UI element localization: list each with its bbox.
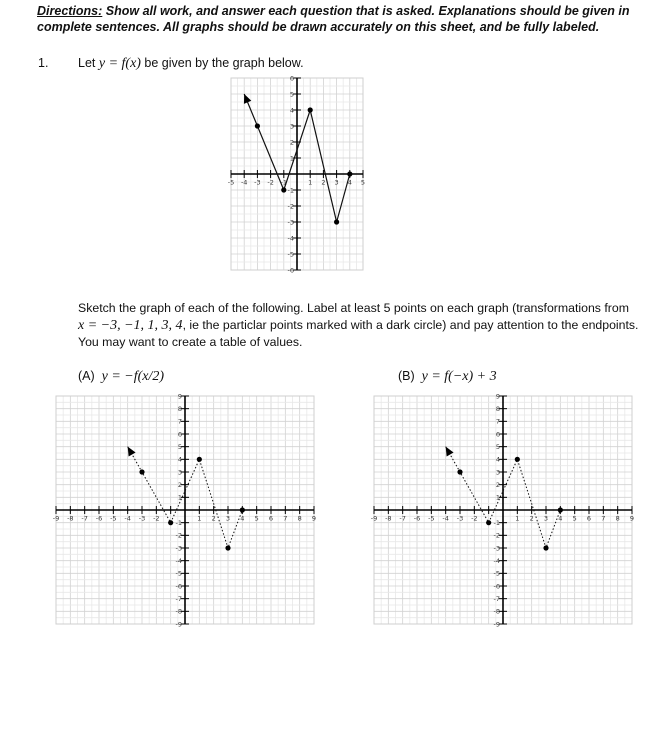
data-point <box>240 507 245 512</box>
instructions-line2: , ie the particlar points marked with a dark circle) and pay attention to the endpoints. <box>182 318 639 332</box>
y-tick-label: 8 <box>177 404 182 413</box>
x-tick-label: 4 <box>347 178 352 187</box>
data-point <box>543 545 548 550</box>
directions-text: Show all work, and answer each question that is asked. Explanations should be given in complete sentences. All graphs should be drawn accurately on this sheet, and be fully labeled. <box>37 4 630 34</box>
y-tick-label: 3 <box>177 468 182 477</box>
y-tick-label: -4 <box>493 556 500 565</box>
y-tick-label: -1 <box>175 518 182 527</box>
question-number: 1. <box>38 56 49 70</box>
x-tick-label: -2 <box>471 514 478 523</box>
x-tick-label: 3 <box>225 514 231 523</box>
x-tick-label: 7 <box>283 514 288 523</box>
x-tick-label: -3 <box>138 514 146 523</box>
data-point <box>515 457 520 462</box>
x-tick-label: -3 <box>254 178 261 187</box>
y-tick-label: -7 <box>493 594 500 603</box>
y-tick-label: -6 <box>493 582 500 591</box>
instructions <box>78 300 648 351</box>
x-tick-label: 1 <box>308 178 313 187</box>
x-tick-label: 9 <box>629 514 635 523</box>
data-point <box>308 107 313 112</box>
data-point <box>168 520 173 525</box>
y-tick-label: 6 <box>289 74 294 83</box>
arrowhead-marker <box>446 447 454 457</box>
x-tick-label: -4 <box>240 178 248 187</box>
question-function: y = f(x) <box>98 56 141 71</box>
y-tick-label: 4 <box>177 455 182 464</box>
y-tick-label: 3 <box>495 468 500 477</box>
x-tick-label: 5 <box>254 514 259 523</box>
y-tick-label: -6 <box>175 582 182 591</box>
data-point <box>255 123 260 128</box>
instructions-line3: You may want to create a table of values. <box>78 335 303 349</box>
question-prefix: Let <box>78 56 99 70</box>
x-tick-label: -5 <box>110 514 117 523</box>
question-suffix: be given by the graph below. <box>140 56 304 70</box>
part-b-letter: (B) <box>398 369 415 383</box>
y-tick-label: 2 <box>289 138 294 147</box>
y-tick-label: -9 <box>175 620 182 629</box>
x-tick-label: -4 <box>442 514 449 523</box>
part-a-letter: (A) <box>78 369 95 383</box>
y-tick-label: 6 <box>177 430 182 439</box>
x-tick-label: 3 <box>334 178 339 187</box>
x-tick-label: -6 <box>413 514 421 523</box>
y-tick-label: 7 <box>495 417 500 426</box>
y-tick-label: 9 <box>495 392 500 401</box>
x-tick-label: -3 <box>456 514 464 523</box>
x-tick-label: -4 <box>124 514 131 523</box>
y-tick-label: -3 <box>287 218 294 227</box>
y-tick-label: -9 <box>493 620 500 629</box>
x-tick-label: -5 <box>227 178 235 187</box>
part-b-label <box>398 369 497 385</box>
y-tick-label: -1 <box>287 186 294 195</box>
x-tick-label: -9 <box>52 514 60 523</box>
data-point <box>457 469 462 474</box>
x-tick-label: -7 <box>81 514 88 523</box>
y-tick-label: -2 <box>287 202 294 211</box>
y-tick-label: 5 <box>289 90 294 99</box>
x-tick-label: 3 <box>543 514 549 523</box>
x-tick-label: 6 <box>586 514 592 523</box>
data-point <box>486 520 491 525</box>
x-tick-label: 2 <box>321 178 326 187</box>
x-tick-label: -5 <box>428 514 435 523</box>
part-b-equation: y = f(−x) + 3 <box>421 369 497 384</box>
arrowhead-marker <box>128 447 136 457</box>
data-point <box>558 507 563 512</box>
y-tick-label: -2 <box>175 531 182 540</box>
x-tick-label: 6 <box>268 514 274 523</box>
y-tick-label: 1 <box>289 154 294 163</box>
instructions-line1: Sketch the graph of each of the following. Label at least 5 points on each graph (transformations from <box>78 301 629 315</box>
y-tick-label: 5 <box>177 442 182 451</box>
x-tick-label: 1 <box>197 514 202 523</box>
x-tick-label: 9 <box>311 514 317 523</box>
y-tick-label: 6 <box>495 430 500 439</box>
y-tick-label: 8 <box>495 404 500 413</box>
x-tick-label: -9 <box>370 514 378 523</box>
data-point <box>197 457 202 462</box>
data-point <box>334 219 339 224</box>
x-tick-label: -2 <box>153 514 160 523</box>
x-tick-label: -8 <box>385 514 392 523</box>
x-tick-label: -7 <box>399 514 406 523</box>
data-point <box>347 171 352 176</box>
x-tick-label: 4 <box>240 514 245 523</box>
y-tick-label: 3 <box>289 122 294 131</box>
y-tick-label: -8 <box>175 607 182 616</box>
x-tick-label: -2 <box>267 178 274 187</box>
x-tick-label: -1 <box>280 178 288 187</box>
x-tick-label: 2 <box>529 514 534 523</box>
x-tick-label: 2 <box>211 514 216 523</box>
x-tick-label: -8 <box>67 514 74 523</box>
y-tick-label: -5 <box>493 569 500 578</box>
y-tick-label: 4 <box>289 106 294 115</box>
part-a-equation: y = −f(x/2) <box>101 369 165 384</box>
x-tick-label: 8 <box>297 514 302 523</box>
y-tick-label: -7 <box>175 594 182 603</box>
part-a-label <box>78 369 164 385</box>
data-point <box>139 469 144 474</box>
x-tick-label: 7 <box>601 514 606 523</box>
y-tick-label: -2 <box>493 531 500 540</box>
x-tick-label: 4 <box>558 514 563 523</box>
x-tick-label: -6 <box>95 514 103 523</box>
instructions-x-values: x = −3, −1, 1, 3, 4 <box>78 318 183 333</box>
y-tick-label: -3 <box>175 544 182 553</box>
y-tick-label: -5 <box>175 569 182 578</box>
y-tick-label: 1 <box>177 493 182 502</box>
x-tick-label: 5 <box>572 514 577 523</box>
question-text <box>78 56 304 72</box>
data-point <box>225 545 230 550</box>
y-tick-label: -6 <box>287 266 294 275</box>
y-tick-label: -4 <box>175 556 182 565</box>
y-tick-label: -1 <box>493 518 500 527</box>
y-tick-label: 4 <box>495 455 500 464</box>
y-tick-label: 2 <box>177 480 182 489</box>
graph-part-a[interactable] <box>50 390 320 630</box>
y-tick-label: -3 <box>493 544 500 553</box>
graph-part-b[interactable] <box>368 390 638 630</box>
y-tick-label: 5 <box>495 442 500 451</box>
y-tick-label: 1 <box>495 493 500 502</box>
y-tick-label: -4 <box>287 234 294 243</box>
directions <box>37 3 652 35</box>
x-tick-label: 8 <box>615 514 620 523</box>
x-tick-label: 1 <box>515 514 520 523</box>
x-tick-label: 5 <box>360 178 366 187</box>
y-tick-label: 7 <box>177 417 182 426</box>
graph-f-original <box>227 74 367 274</box>
data-point <box>281 187 286 192</box>
y-tick-label: 9 <box>177 392 182 401</box>
directions-lead: Directions: <box>37 4 103 18</box>
y-tick-label: -8 <box>493 607 500 616</box>
y-tick-label: 2 <box>495 480 500 489</box>
y-tick-label: -5 <box>287 250 294 259</box>
